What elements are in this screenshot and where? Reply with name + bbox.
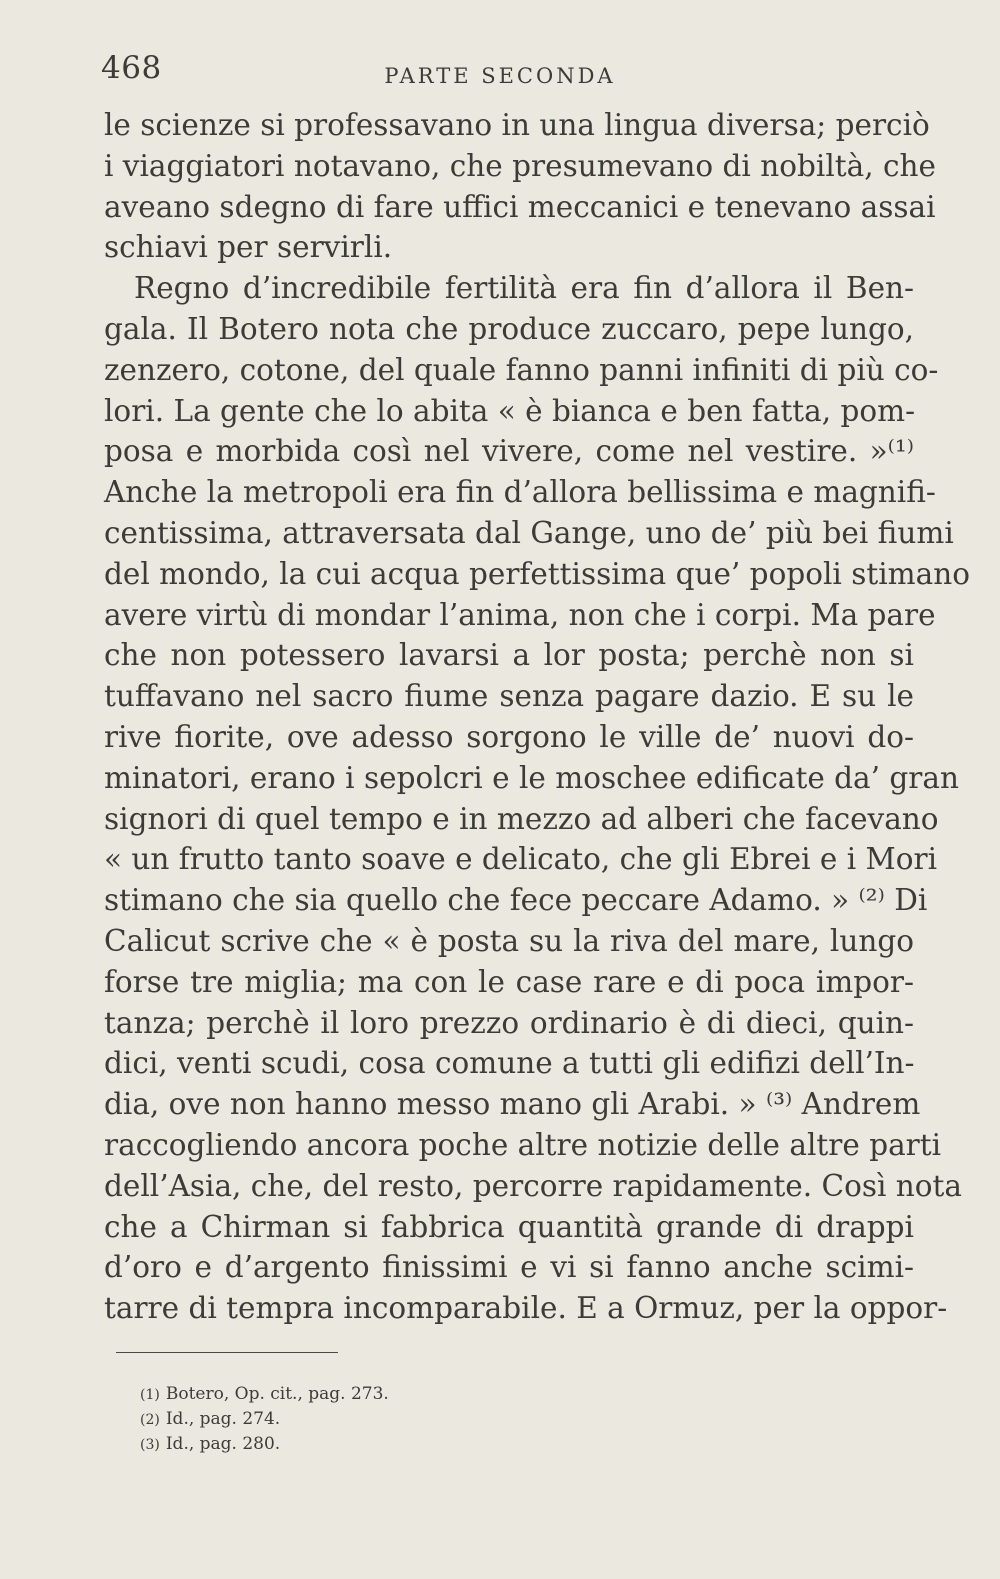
text-line: stimano che sia quello che fece peccare Adamo. » ⁽²⁾ Di: [104, 883, 928, 918]
body-text: [104, 105, 970, 1329]
text-line: Anche la metropoli era fin d’allora bellissima e magnifi-: [104, 475, 936, 510]
text-line: i viaggiatori notavano, che presumevano di nobiltà, che: [104, 148, 936, 183]
text-line: d’oro e d’argento finissimi e vi si fanno anche scimi-: [104, 1250, 914, 1285]
footnote-rule: [116, 1352, 338, 1353]
running-head: PARTE SECONDA: [384, 64, 616, 88]
footnote: [140, 1407, 560, 1432]
footnote-number: (1): [140, 1387, 160, 1403]
text-line: signori di quel tempo e in mezzo ad alberi che facevano: [104, 801, 939, 836]
footnotes: [140, 1382, 560, 1457]
text-line: le scienze si professavano in una lingua diversa; perciò: [104, 108, 930, 142]
text-line: avere virtù di mondar l’anima, non che i corpi. Ma pare: [104, 597, 936, 632]
text-line: che non potessero lavarsi a lor posta; perchè non si: [104, 638, 914, 673]
footnote: [140, 1382, 560, 1407]
text-line: che a Chirman si fabbrica quantità grande di drappi: [104, 1209, 914, 1244]
footnote-text: Id., pag. 280.: [165, 1434, 281, 1454]
text-line: aveano sdegno di fare uffici meccanici e tenevano assai: [104, 189, 936, 224]
text-line: zenzero, cotone, del quale fanno panni infiniti di più co-: [104, 352, 939, 387]
page-number: 468: [101, 50, 162, 86]
footnote-number: (2): [140, 1412, 160, 1428]
footnote-number: (3): [140, 1437, 160, 1453]
text-line: gala. Il Botero nota che produce zuccaro, pepe lungo,: [104, 311, 914, 346]
text-line: lori. La gente che lo abita « è bianca e ben fatta, pom-: [104, 393, 916, 428]
text-line: tarre di tempra incomparabile. E a Ormuz, per la oppor-: [104, 1291, 948, 1326]
text-line: forse tre miglia; ma con le case rare e di poca impor-: [104, 964, 914, 999]
footnote: [140, 1432, 560, 1457]
text-line: dici, venti scudi, cosa comune a tutti gli edifizi dell’In-: [104, 1046, 915, 1081]
text-line: Regno d’incredibile fertilità era fin d’allora il Ben-: [134, 271, 914, 306]
text-line: dia, ove non hanno messo mano gli Arabi. » ⁽³⁾ Andrem: [104, 1087, 921, 1122]
text-line: Calicut scrive che « è posta su la riva del mare, lungo: [104, 923, 914, 958]
text-line: rive fiorite, ove adesso sorgono le ville de’ nuovi do-: [104, 719, 914, 754]
footnote-text: Botero, Op. cit., pag. 273.: [165, 1384, 389, 1404]
text-line: tuffavano nel sacro fiume senza pagare dazio. E su le: [104, 679, 914, 714]
text-line: minatori, erano i sepolcri e le moschee edificate da’ gran: [104, 760, 959, 795]
text-line: raccogliendo ancora poche altre notizie delle altre parti: [104, 1127, 942, 1162]
text-line: « un frutto tanto soave e delicato, che gli Ebrei e i Mori: [104, 842, 938, 877]
text-line: posa e morbida così nel vivere, come nel vestire. »⁽¹⁾: [104, 434, 914, 469]
text-line: centissima, attraversata dal Gange, uno de’ più bei fiumi: [104, 515, 954, 550]
text-line: schiavi per servirli.: [104, 230, 393, 265]
text-line: tanza; perchè il loro prezzo ordinario è di dieci, quin-: [104, 1005, 914, 1040]
text-line: del mondo, la cui acqua perfettissima que’ popoli stimano: [104, 556, 970, 591]
text-line: dell’Asia, che, del resto, percorre rapidamente. Così nota: [104, 1168, 962, 1203]
footnote-text: Id., pag. 274.: [165, 1409, 281, 1429]
